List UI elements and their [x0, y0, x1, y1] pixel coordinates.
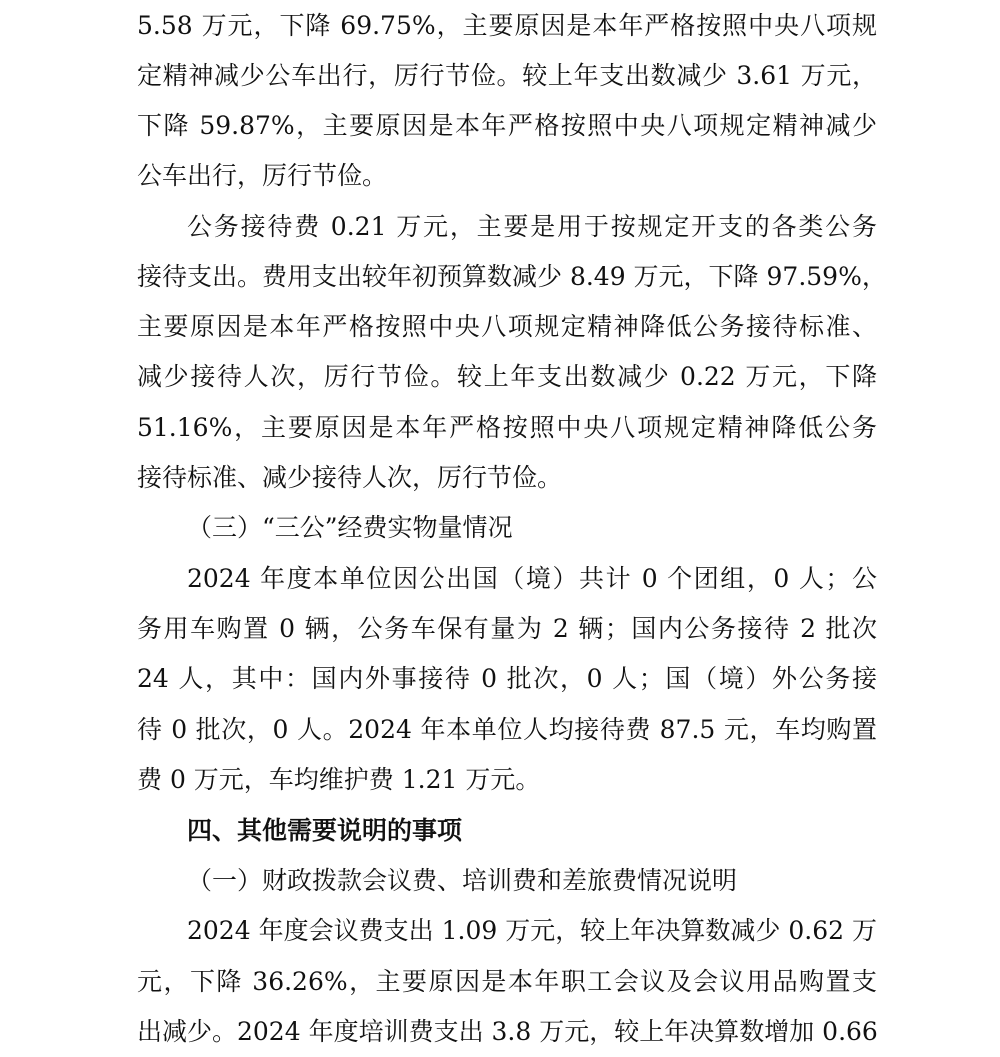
text-line: 24 人，其中：国内外事接待 0 批次，0 人；国（境）外公务接 [137, 664, 877, 693]
paragraph-first-line: 公务接待费 0.21 万元，主要是用于按规定开支的各类公务 [187, 212, 877, 241]
text-line: 出减少。2024 年度培训费支出 3.8 万元，较上年决算数增加 0.66 [137, 1017, 878, 1046]
text-line: 接待标准、减少接待人次，厉行节俭。 [137, 463, 563, 492]
text-line: 接待支出。费用支出较年初预算数减少 8.49 万元，下降 97.59%， [137, 262, 887, 291]
text-line: 费 0 万元，车均维护费 1.21 万元。 [137, 765, 541, 794]
section-heading: （三）“三公”经费实物量情况 [187, 513, 513, 542]
text-line: 下降 59.87%，主要原因是本年严格按照中央八项规定精神减少 [137, 111, 877, 140]
text-line: 务用车购置 0 辆，公务车保有量为 2 辆；国内公务接待 2 批次 [137, 614, 877, 643]
text-line: 51.16%，主要原因是本年严格按照中央八项规定精神降低公务 [137, 413, 877, 442]
text-line: 元，下降 36.26%，主要原因是本年职工会议及会议用品购置支 [137, 967, 877, 996]
paragraph-first-line: 2024 年度会议费支出 1.09 万元，较上年决算数减少 0.62 万 [187, 916, 877, 945]
chapter-heading: 四、其他需要说明的事项 [187, 816, 463, 845]
section-heading: （一）财政拨款会议费、培训费和差旅费情况说明 [187, 866, 738, 895]
paragraph-first-line: 2024 年度本单位因公出国（境）共计 0 个团组，0 人；公 [187, 564, 877, 593]
text-line: 减少接待人次，厉行节俭。较上年支出数减少 0.22 万元，下降 [137, 362, 877, 391]
text-line: 5.58 万元，下降 69.75%，主要原因是本年严格按照中央八项规 [137, 11, 877, 40]
text-line: 待 0 批次，0 人。2024 年本单位人均接待费 87.5 元，车均购置 [137, 715, 877, 744]
text-line: 定精神减少公车出行，厉行节俭。较上年支出数减少 3.61 万元， [137, 61, 877, 90]
text-line: 主要原因是本年严格按照中央八项规定精神降低公务接待标准、 [137, 312, 877, 341]
text-line: 公车出行，厉行节俭。 [137, 161, 388, 190]
